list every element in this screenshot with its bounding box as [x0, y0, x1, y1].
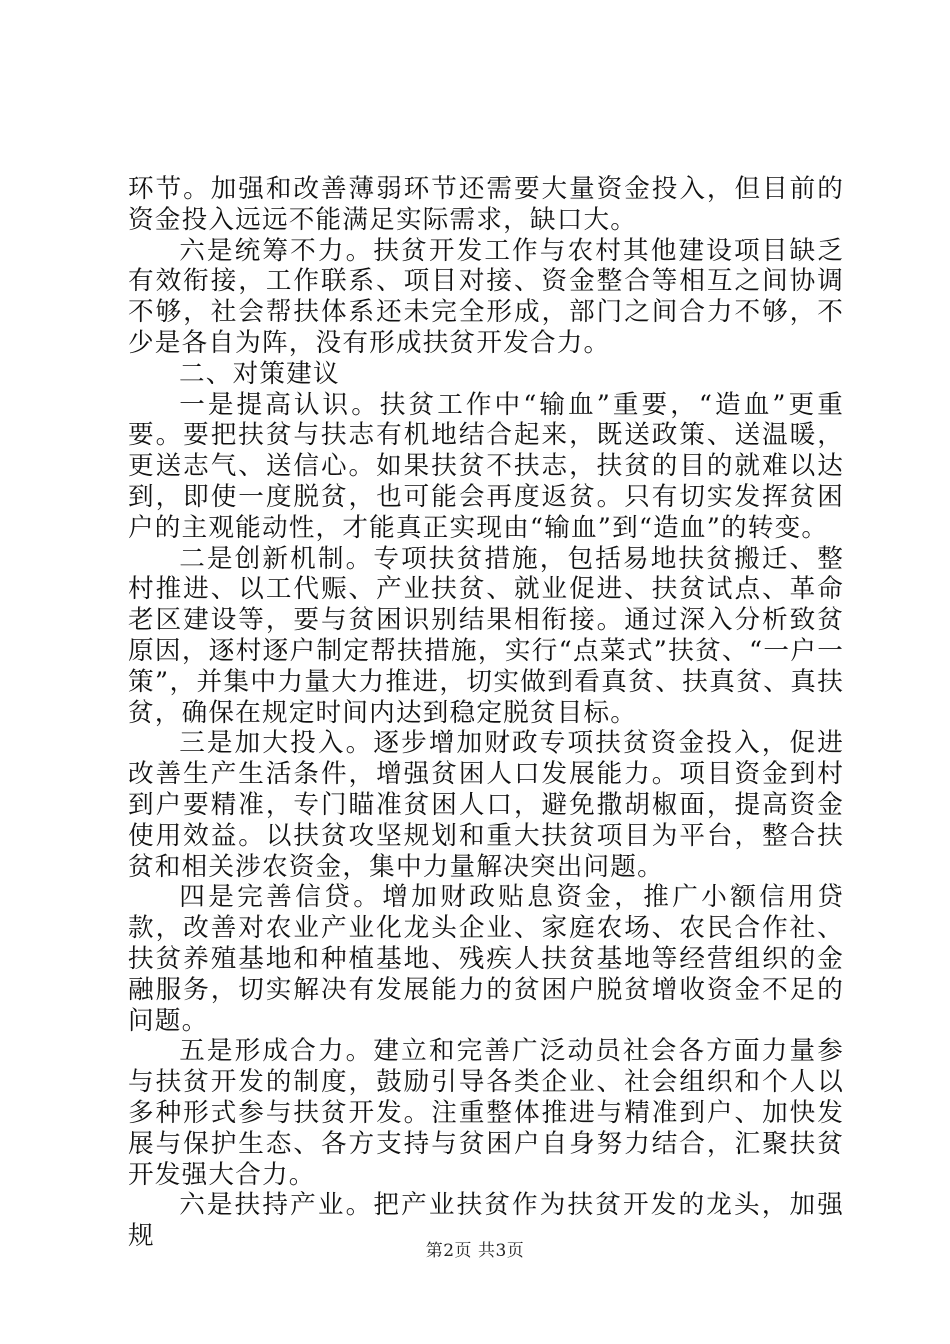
paragraph-industry: 六是扶持产业。把产业扶贫作为扶贫开发的龙头，加强规	[128, 1190, 844, 1252]
paragraph-coordination: 六是统筹不力。扶贫开发工作与农村其他建设项目缺乏有效衔接，工作联系、项目对接、资金整合等相互之间协调不够，社会帮扶体系还未完全形成，部门之间合力不够，不少是各自为阵，没有形成扶贫开发合力。	[128, 235, 844, 358]
document-body	[128, 174, 844, 1252]
paragraph-credit: 四是完善信贷。增加财政贴息资金，推广小额信用贷款，改善对农业产业化龙头企业、家庭农场、农民合作社、扶贫养殖基地和种植基地、残疾人扶贫基地等经营组织的金融服务，切实解决有发展能力的贫困户脱贫增收资金不足的问题。	[128, 882, 844, 1036]
paragraph-synergy: 五是形成合力。建立和完善广泛动员社会各方面力量参与扶贫开发的制度，鼓励引导各类企业、社会组织和个人以多种形式参与扶贫开发。注重整体推进与精准到户、加快发展与保护生态、各方支持与贫困户自身努力结合，汇聚扶贫开发强大合力。	[128, 1036, 844, 1190]
paragraph-continuation: 环节。加强和改善薄弱环节还需要大量资金投入，但目前的资金投入远远不能满足实际需求，缺口大。	[128, 174, 844, 235]
page-number-footer: 第2页 共3页	[425, 1241, 525, 1261]
paragraph-mechanism: 二是创新机制。专项扶贫措施，包括易地扶贫搬迁、整村推进、以工代赈、产业扶贫、就业促进、扶贫试点、革命老区建设等，要与贫困识别结果相衔接。通过深入分析致贫原因，逐村逐户制定帮扶措施，实行“点菜式”扶贫、“一户一策”，并集中力量大力推进，切实做到看真贫、扶真贫、真扶贫，确保在规定时间内达到稳定脱贫目标。	[128, 543, 844, 728]
paragraph-awareness: 一是提高认识。扶贫工作中“输血”重要，“造血”更重要。要把扶贫与扶志有机地结合起来，既送政策、送温暖，更送志气、送信心。如果扶贫不扶志，扶贫的目的就难以达到，即使一度脱贫，也可能会再度返贫。只有切实发挥贫困户的主观能动性，才能真正实现由“输血”到“造血”的转变。	[128, 389, 844, 543]
paragraph-investment: 三是加大投入。逐步增加财政专项扶贫资金投入，促进改善生产生活条件，增强贫困人口发展能力。项目资金到村到户要精准，专门瞄准贫困人口，避免撒胡椒面，提高资金使用效益。以扶贫攻坚规划和重大扶贫项目为平台，整合扶贫和相关涉农资金，集中力量解决突出问题。	[128, 728, 844, 882]
section-heading: 二、对策建议	[179, 358, 340, 389]
